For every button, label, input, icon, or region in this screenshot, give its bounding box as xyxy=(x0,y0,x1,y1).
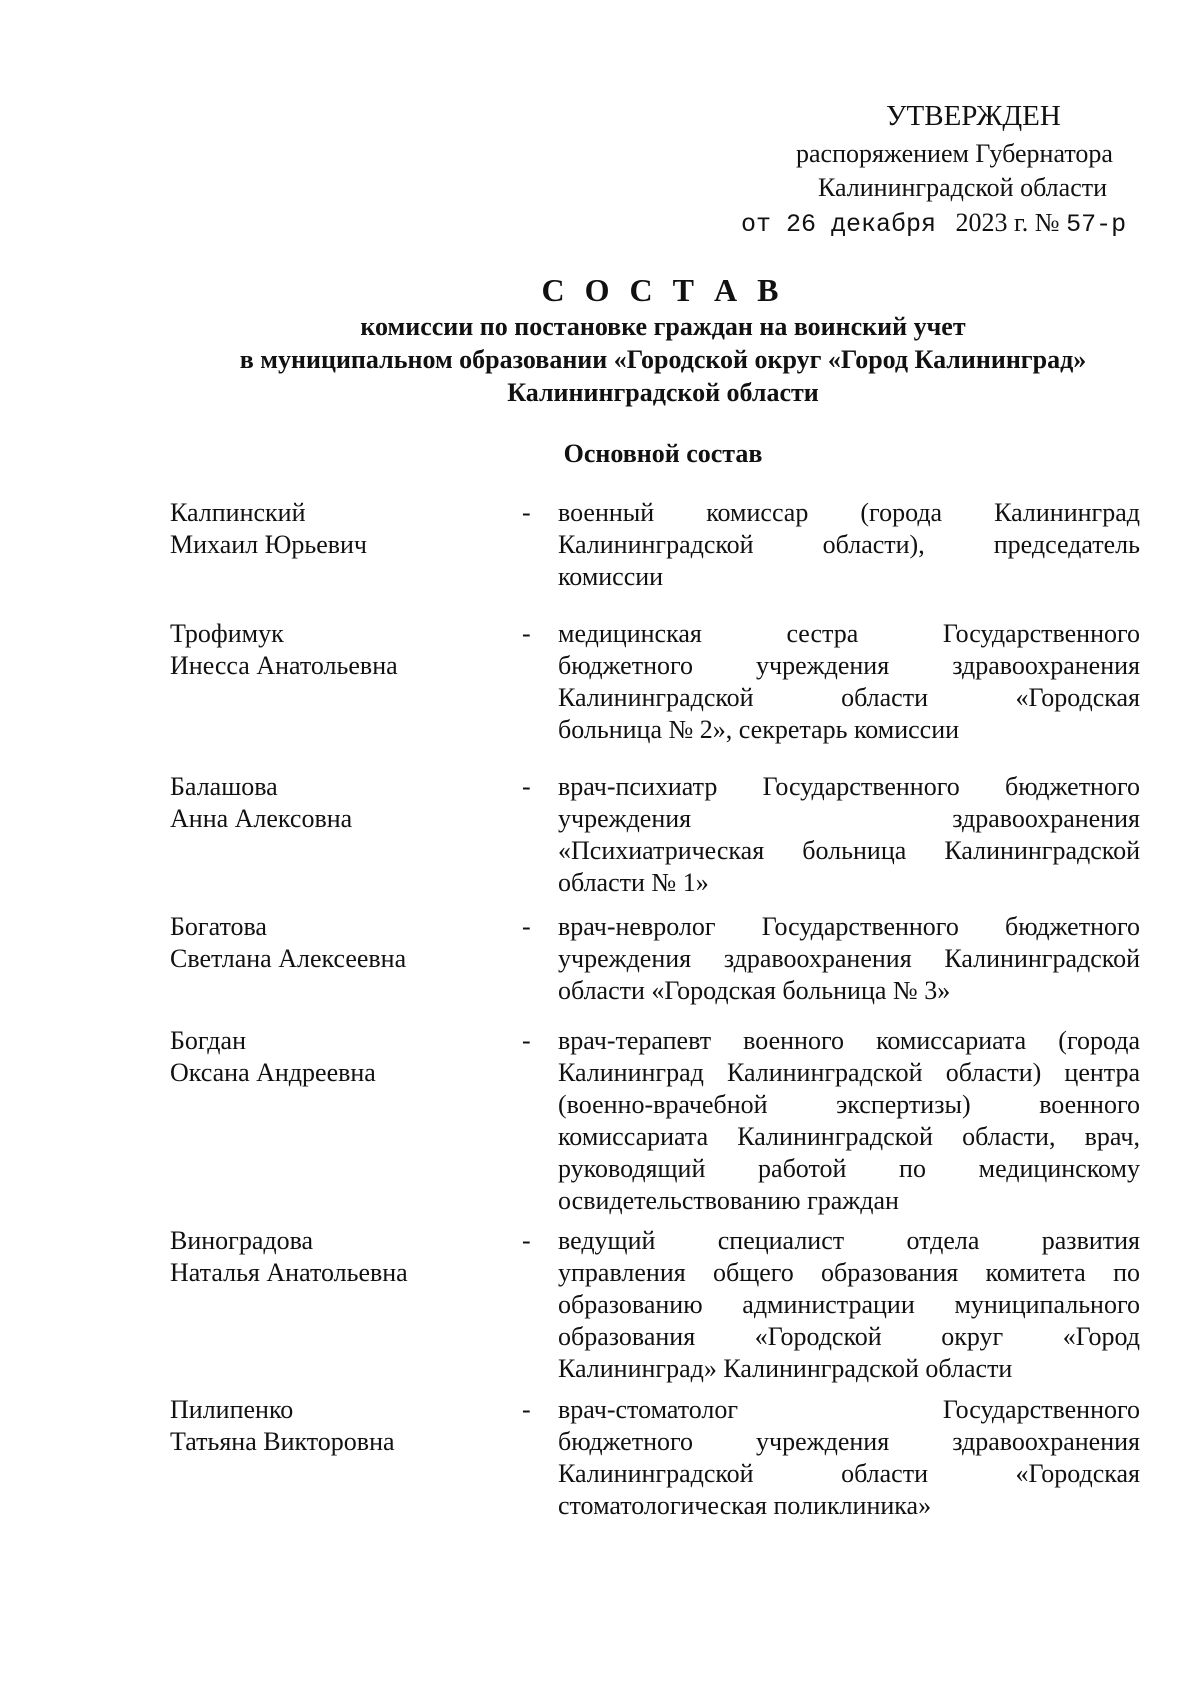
member-role-line: стоматологическая поликлиника» xyxy=(558,1491,932,1520)
member-role-line: ведущий специалист отдела развития xyxy=(558,1226,1140,1255)
member-dash: - xyxy=(522,1395,531,1424)
member-row xyxy=(170,1394,1140,1522)
member-dash: - xyxy=(522,772,531,801)
member-given-names: Инесса Анатольевна xyxy=(170,651,398,680)
member-row xyxy=(170,497,1140,593)
member-role-line: (военно-врачебной экспертизы) военного xyxy=(558,1090,1140,1119)
member-role xyxy=(558,911,1140,1007)
approval-date-line xyxy=(741,207,1126,241)
member-row xyxy=(170,1025,1140,1217)
member-role-line: врач-невролог Государственного бюджетного xyxy=(558,912,1140,941)
member-name xyxy=(170,1025,520,1217)
member-role-line: руководящий работой по медицинскому xyxy=(558,1154,1140,1183)
member-name xyxy=(170,1394,520,1522)
member-surname: Трофимук xyxy=(170,619,284,648)
member-row xyxy=(170,771,1140,899)
heading-line-2: в муниципальном образовании «Городской округ «Город Калининград» xyxy=(239,345,1087,374)
member-given-names: Наталья Анатольевна xyxy=(170,1258,408,1287)
member-role-line: Калининград» Калининградской области xyxy=(558,1354,1013,1383)
approval-year: 2023 г. № xyxy=(955,208,1060,237)
member-role-line: больница № 2», секретарь комиссии xyxy=(558,715,960,744)
member-role-line: Калининград Калининградской области) центра xyxy=(558,1058,1140,1087)
approval-line-1: распоряжением Губернатора xyxy=(796,139,1113,168)
section-title: Основной состав xyxy=(563,439,763,468)
member-role-line: Калининградской области), председатель xyxy=(558,530,1140,559)
member-role-line: врач-психиатр Государственного бюджетного xyxy=(558,772,1140,801)
member-given-names: Светлана Алексеевна xyxy=(170,944,407,973)
member-surname: Калпинский xyxy=(170,498,306,527)
document-heading xyxy=(0,270,1200,470)
member-role-line: врач-терапевт военного комиссариата (города xyxy=(558,1026,1140,1055)
member-surname: Виноградова xyxy=(170,1226,314,1255)
member-role-line: образованию администрации муниципального xyxy=(558,1290,1140,1319)
member-surname: Балашова xyxy=(170,772,278,801)
member-role-line: учреждения здравоохранения Калининградской xyxy=(558,944,1140,973)
approval-number: 57-р xyxy=(1066,210,1127,239)
member-name xyxy=(170,1225,520,1385)
member-row xyxy=(170,1225,1140,1385)
member-role-line: Калининградской области «Городская xyxy=(558,683,1140,712)
member-role-line: врач-стоматолог Государственного xyxy=(558,1395,1140,1424)
heading-line-1: комиссии по постановке граждан на воинский учет xyxy=(360,312,966,341)
member-role xyxy=(558,497,1140,593)
member-row xyxy=(170,911,1140,1007)
member-name xyxy=(170,911,520,1007)
member-role xyxy=(558,771,1140,899)
member-name xyxy=(170,497,520,593)
member-given-names: Татьяна Викторовна xyxy=(170,1427,395,1456)
member-role-line: образования «Городской округ «Город xyxy=(558,1322,1140,1351)
member-role-line: комиссии xyxy=(558,562,664,591)
member-dash: - xyxy=(522,498,531,527)
member-surname: Богдан xyxy=(170,1026,246,1055)
member-surname: Богатова xyxy=(170,912,267,941)
member-row xyxy=(170,618,1140,746)
member-given-names: Михаил Юрьевич xyxy=(170,530,368,559)
member-given-names: Оксана Андреевна xyxy=(170,1058,376,1087)
document-title: С О С Т А В xyxy=(541,272,785,308)
member-dash: - xyxy=(522,619,531,648)
member-role-line: освидетельствованию граждан xyxy=(558,1186,899,1215)
member-surname: Пилипенко xyxy=(170,1395,294,1424)
member-dash: - xyxy=(522,912,531,941)
member-role xyxy=(558,1225,1140,1385)
member-role-line: управления общего образования комитета по xyxy=(558,1258,1140,1287)
member-role-line: Калининградской области «Городская xyxy=(558,1459,1140,1488)
approval-date: от 26 декабря xyxy=(741,210,937,239)
member-given-names: Анна Алексовна xyxy=(170,804,353,833)
member-dash: - xyxy=(522,1226,531,1255)
member-name xyxy=(170,618,520,746)
member-role-line: бюджетного учреждения здравоохранения xyxy=(558,651,1140,680)
member-role-line: «Психиатрическая больница Калининградской xyxy=(558,836,1140,865)
member-role-line: учреждения здравоохранения xyxy=(558,804,1140,833)
member-role xyxy=(558,1025,1140,1217)
member-name xyxy=(170,771,520,899)
member-role xyxy=(558,618,1140,746)
member-role-line: комиссариата Калининградской области, врач, xyxy=(558,1122,1140,1151)
member-dash: - xyxy=(522,1026,531,1055)
member-role-line: медицинская сестра Государственного xyxy=(558,619,1140,648)
member-role-line: бюджетного учреждения здравоохранения xyxy=(558,1427,1140,1456)
member-role-line: военный комиссар (города Калининград xyxy=(558,498,1140,527)
member-role-line: области № 1» xyxy=(558,868,709,897)
approval-line-2: Калининградской области xyxy=(818,173,1108,202)
member-role-line: области «Городская больница № 3» xyxy=(558,976,951,1005)
approval-title: УТВЕРЖДЕН xyxy=(886,100,1061,132)
member-role xyxy=(558,1394,1140,1522)
heading-line-3: Калининградской области xyxy=(507,378,819,407)
